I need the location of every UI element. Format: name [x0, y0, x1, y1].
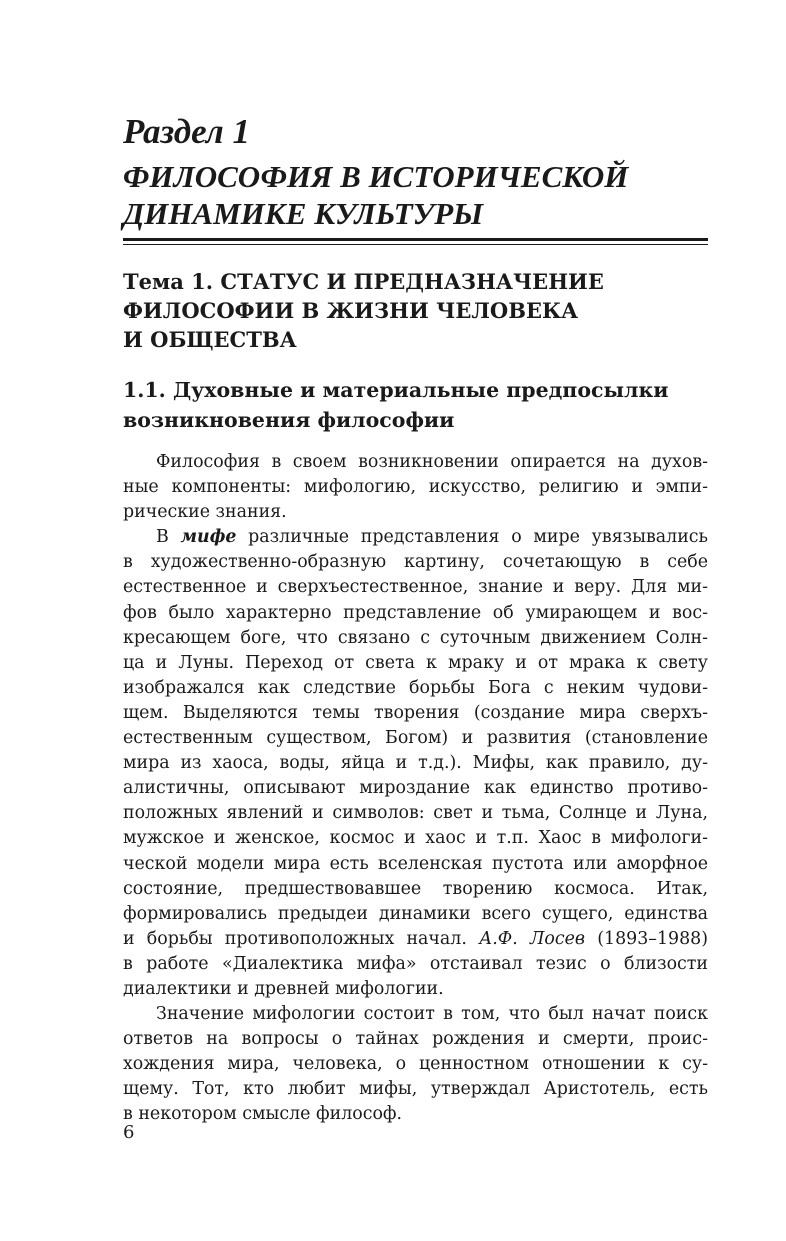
theme-heading: [123, 267, 708, 354]
text-line: диалектики и древней мифологии.: [123, 978, 444, 999]
emphasized-term: мифе: [180, 527, 237, 548]
text-line: [123, 525, 708, 550]
page-number: 6: [123, 1122, 135, 1143]
text-line: мужское и женское, космос и хаос и т.п. Хаос в мифологи-: [123, 828, 708, 849]
double-rule-divider: [123, 238, 708, 245]
theme-heading-line: ФИЛОСОФИИ В ЖИЗНИ ЧЕЛОВЕКА: [123, 298, 579, 323]
author-name: А.Ф. Лосев: [479, 928, 586, 949]
text-line: в некотором смысле философ.: [123, 1104, 403, 1125]
text-line: хождения мира, человека, о ценностном отношении к су-: [123, 1054, 708, 1075]
text-line: изображался как следствие борьбы Бога с неким чудови-: [123, 677, 708, 698]
text-fragment: (1893–1988): [585, 928, 709, 949]
text-line: ответов на вопросы о тайнах рождения и смерти, проис-: [123, 1029, 708, 1050]
text-line: в работе «Диалектика мифа» отстаивал тезис о близости: [123, 953, 708, 974]
section-heading-line: 1.1. Духовные и материальные предпосылки: [123, 378, 669, 402]
text-line: мира из хаоса, воды, яйца и т.д.). Мифы, как правило, ду-: [123, 753, 708, 774]
text-fragment: различные представления о мире увязывались: [236, 527, 708, 548]
text-line: ческой модели мира есть вселенская пустота или аморфное: [123, 853, 708, 874]
text-line: кресающем боге, что связано с суточным движением Солн-: [123, 627, 708, 648]
text-fragment: В: [156, 527, 181, 548]
text-line: положных явлений и символов: свет и тьма, Солнце и Луна,: [123, 803, 708, 824]
part-title-line: ФИЛОСОФИЯ В ИСТОРИЧЕСКОЙ: [123, 159, 629, 194]
text-line: рические знания.: [123, 502, 287, 523]
body-text: [123, 450, 708, 1128]
section-heading: [123, 375, 708, 435]
text-line: Философия в своем возникновении опирается на духов-: [156, 452, 708, 472]
text-line: [123, 927, 708, 952]
section-heading-line: возникновения философии: [123, 408, 455, 432]
text-line: естественным существом, Богом) и развития (становление: [123, 728, 708, 749]
text-line: щему. Тот, кто любит мифы, утверждал Аристотель, есть: [123, 1079, 708, 1100]
text-line: ные компоненты: мифологию, искусство, религию и эмпи-: [123, 477, 708, 498]
part-title: [123, 158, 713, 232]
text-fragment: и борьбы противоположных начал.: [123, 928, 480, 949]
part-title-line: ДИНАМИКЕ КУЛЬТУРЫ: [123, 196, 484, 231]
part-label: Раздел 1: [123, 112, 250, 151]
theme-heading-line: Тема 1. СТАТУС И ПРЕДНАЗНАЧЕНИЕ: [123, 269, 604, 294]
text-line: Значение мифологии состоит в том, что был начат поиск: [156, 1004, 708, 1025]
theme-heading-line: И ОБЩЕСТВА: [123, 327, 297, 352]
text-line: состояние, предшествовавшее творению космоса. Итак,: [123, 878, 708, 899]
text-line: формировались предыдеи динамики всего сущего, единства: [123, 903, 708, 924]
text-line: щем. Выделяются темы творения (создание мира сверхъ-: [123, 702, 708, 723]
text-line: естественное и сверхъестественное, знание и веру. Для ми-: [123, 577, 708, 598]
text-line: в художественно-образную картину, сочетающую в себе: [123, 552, 708, 573]
text-line: алистичны, описывают мироздание как единство противо-: [123, 778, 708, 799]
text-line: фов было характерно представление об умирающем и вос-: [123, 602, 708, 623]
text-line: ца и Луны. Переход от света к мраку и от мрака к свету: [123, 652, 708, 673]
